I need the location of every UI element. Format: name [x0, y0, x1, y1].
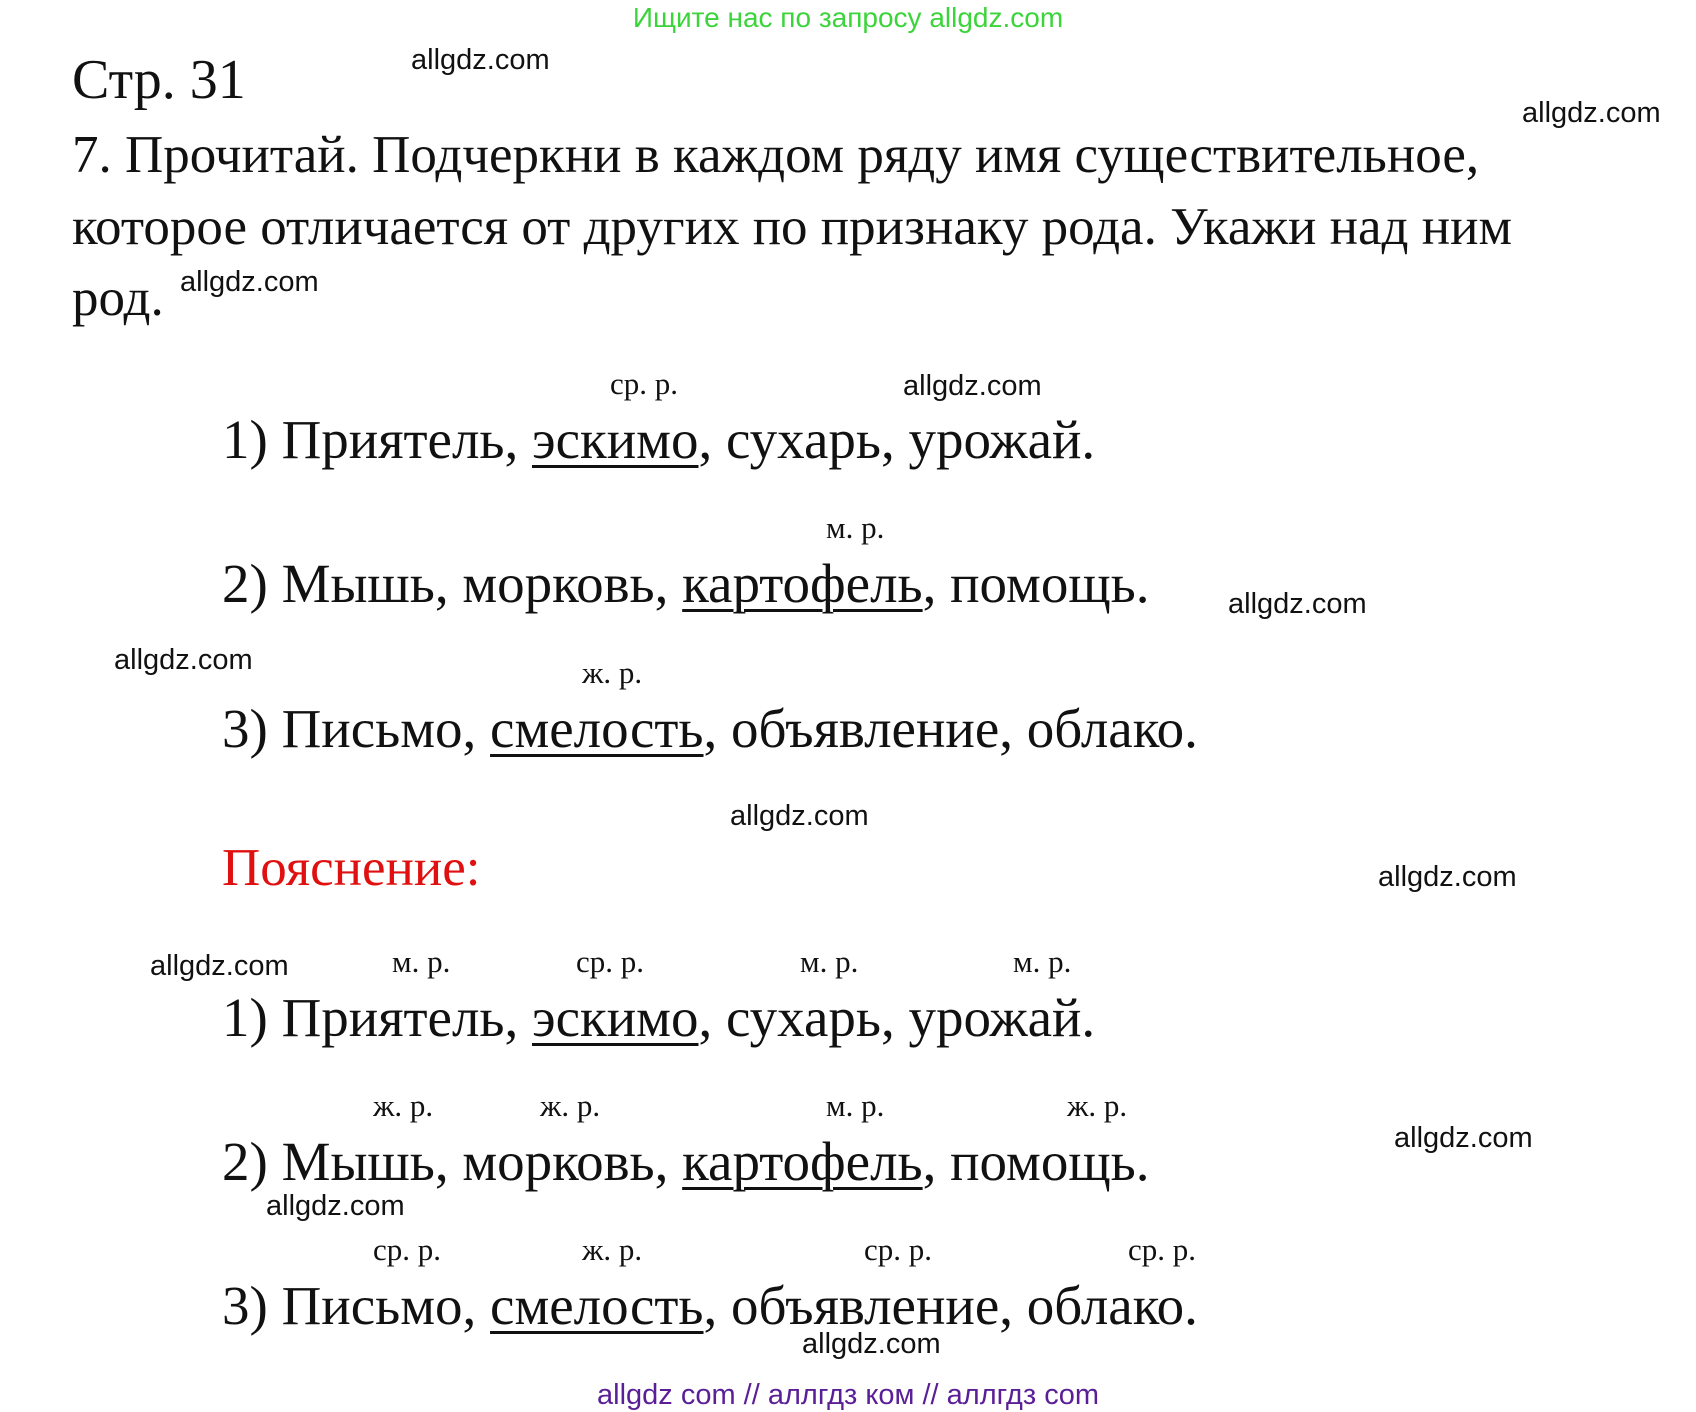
gender-label: м. р. [826, 510, 885, 545]
gender-label: м. р. [392, 944, 451, 979]
watermark: allgdz.com [1522, 97, 1661, 129]
row-text: 3) Письмо, [222, 698, 491, 759]
row-text: , объявление, облако. [703, 698, 1198, 759]
watermark: allgdz.com [114, 644, 253, 676]
row-text: , помощь. [922, 553, 1150, 614]
watermark: allgdz.com [903, 370, 1042, 402]
exercise-row-1 [222, 408, 1095, 471]
row-text: , объявление, облако. [703, 1275, 1198, 1336]
row-text: 3) Письмо, [222, 1275, 491, 1336]
gender-label: м. р. [826, 1088, 885, 1123]
task-line-3: род. [72, 269, 164, 327]
underlined-noun: картофель [682, 1131, 923, 1192]
gender-label: ж. р. [540, 1088, 601, 1123]
row-text: , помощь. [922, 1131, 1150, 1192]
underlined-noun: эскимо [532, 409, 699, 470]
gender-label: м. р. [1013, 944, 1072, 979]
underlined-noun: эскимо [532, 987, 699, 1048]
page-title: Стр. 31 [72, 49, 246, 111]
gender-label: ср. р. [610, 366, 679, 401]
top-banner: Ищите нас по запросу allgdz.com [632, 2, 1064, 33]
footer-links: allgdz com // аллгдз ком // аллгдз com [597, 1379, 1099, 1411]
gender-label: ж. р. [373, 1088, 434, 1123]
row-text: , сухарь, урожай. [698, 987, 1096, 1048]
underlined-noun: смелость [490, 1275, 704, 1336]
task-line-2: которое отличается от других по признаку рода. Укажи над ним [72, 198, 1513, 256]
watermark: allgdz.com [180, 266, 319, 298]
gender-label: ср. р. [576, 944, 645, 979]
watermark: allgdz.com [1378, 861, 1517, 893]
task-line-1: 7. Прочитай. Подчеркни в каждом ряду имя существительное, [72, 126, 1480, 184]
watermark: allgdz.com [411, 44, 550, 76]
gender-label: ср. р. [1128, 1232, 1197, 1267]
underlined-noun: картофель [682, 553, 923, 614]
explanation-row-2 [222, 1130, 1150, 1193]
explanation-row-1 [222, 986, 1095, 1049]
exercise-row-2 [222, 552, 1150, 615]
gender-label: ср. р. [864, 1232, 933, 1267]
row-text: 1) Приятель, [222, 987, 532, 1048]
row-text: 2) Мышь, морковь, [222, 1131, 683, 1192]
gender-label: ж. р. [582, 655, 643, 690]
watermark: allgdz.com [1228, 588, 1367, 620]
watermark: allgdz.com [730, 800, 869, 832]
row-text: 1) Приятель, [222, 409, 532, 470]
explanation-title: Пояснение: [222, 839, 481, 897]
row-text: , сухарь, урожай. [698, 409, 1096, 470]
explanation-row-3 [222, 1274, 1198, 1337]
watermark: allgdz.com [150, 950, 289, 982]
exercise-row-3 [222, 697, 1198, 760]
gender-label: м. р. [800, 944, 859, 979]
gender-label: ж. р. [1067, 1088, 1128, 1123]
gender-label: ж. р. [582, 1232, 643, 1267]
watermark: allgdz.com [1394, 1122, 1533, 1154]
row-text: 2) Мышь, морковь, [222, 553, 683, 614]
gender-label: ср. р. [373, 1232, 442, 1267]
underlined-noun: смелость [490, 698, 704, 759]
watermark: allgdz.com [802, 1328, 941, 1360]
watermark: allgdz.com [266, 1190, 405, 1222]
